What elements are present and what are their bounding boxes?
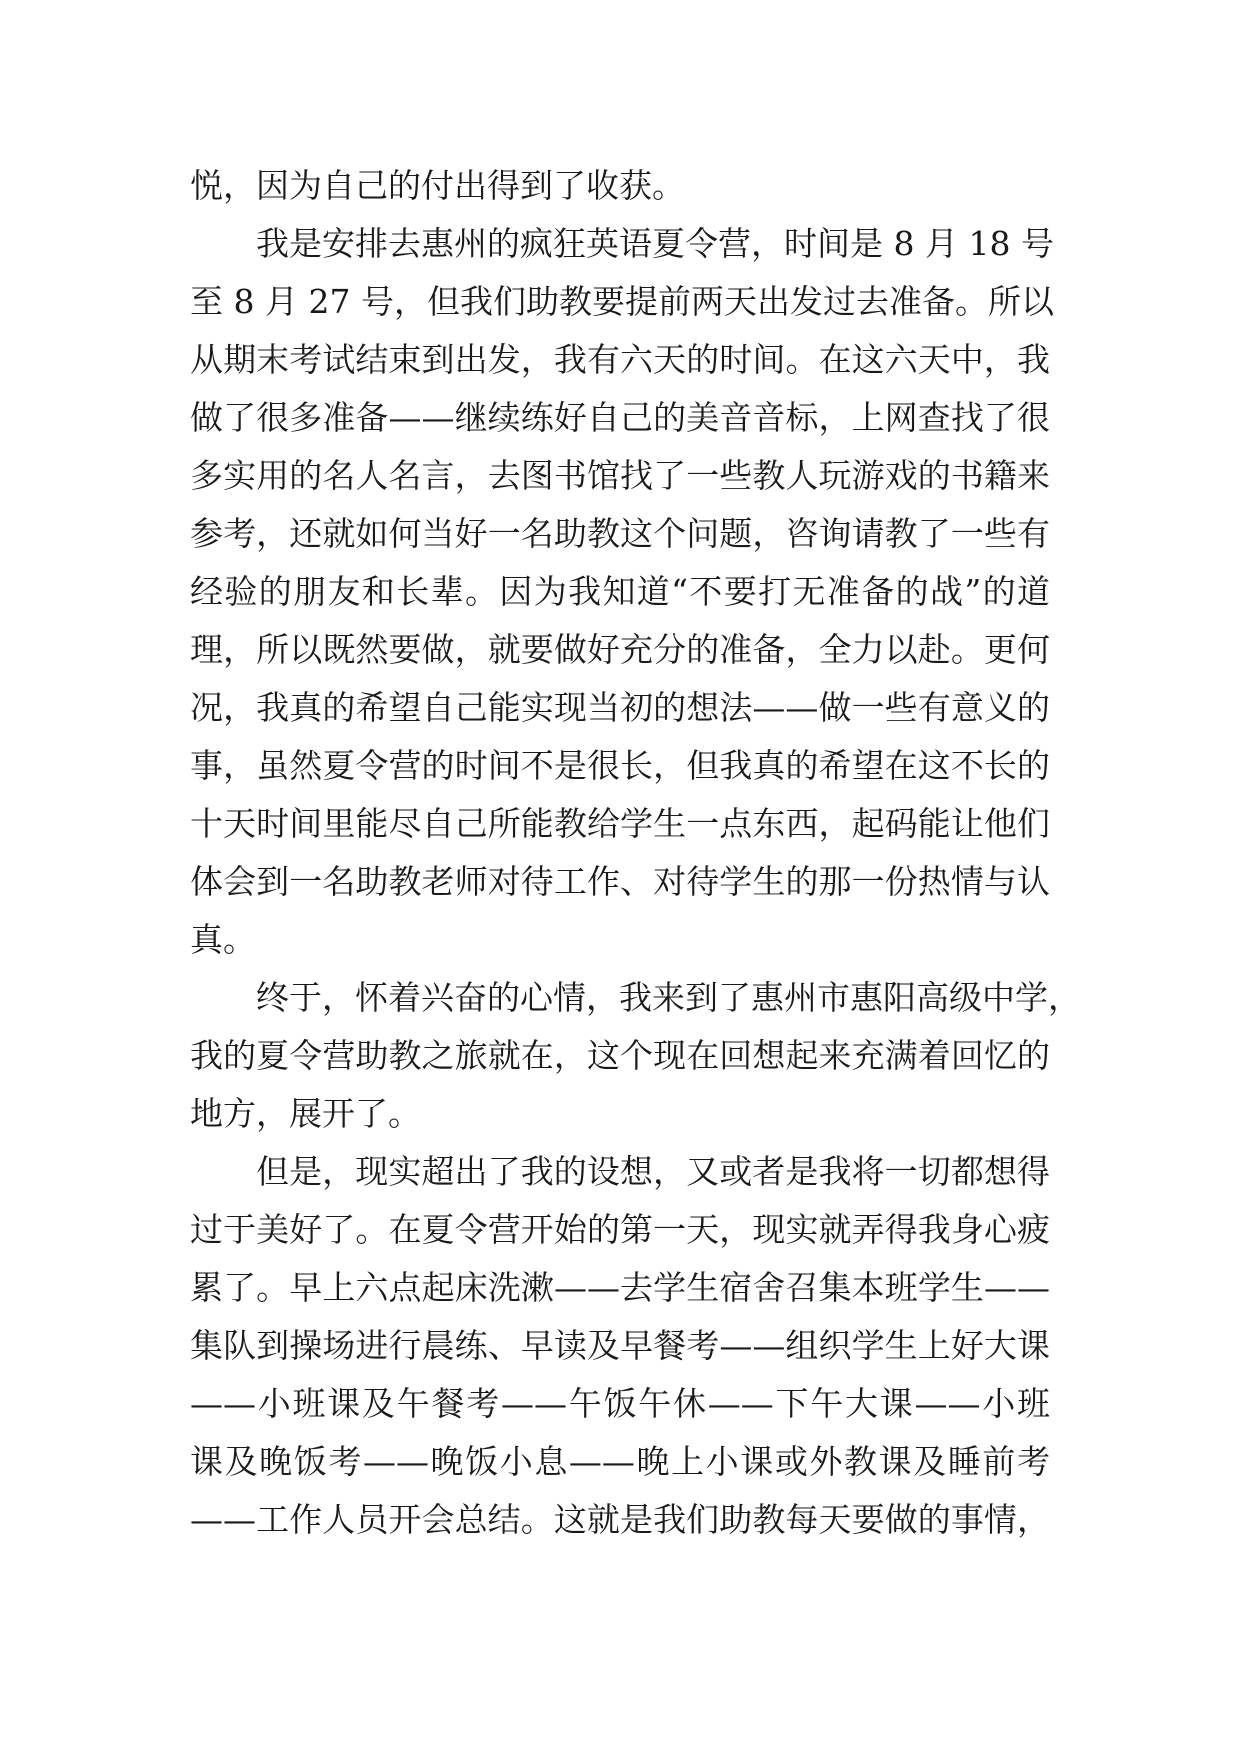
text-line: 经验的朋友和长辈。因为我知道“不要打无准备的战”的道: [190, 572, 1050, 611]
text-line: 但是，现实超出了我的设想，又或者是我将一切都想得: [256, 1152, 1050, 1191]
text-line: 至 8 月 27 号，但我们助教要提前两天出发过去准备。所以: [190, 282, 1054, 321]
text-line: 况，我真的希望自己能实现当初的想法——做一些有意义的: [190, 688, 1050, 727]
text-line: 事，虽然夏令营的时间不是很长，但我真的希望在这不长的: [190, 746, 1050, 785]
text-line: 终于，怀着兴奋的心情，我来到了惠州市惠阳高级中学，: [256, 978, 1081, 1017]
text-line: 体会到一名助教老师对待工作、对待学生的那一份热情与认: [190, 862, 1050, 901]
text-line: 集队到操场进行晨练、早读及早餐考——组织学生上好大课: [190, 1326, 1050, 1365]
text-line: ——工作人员开会总结。这就是我们助教每天要做的事情，: [190, 1500, 1050, 1539]
text-line: 悦，因为自己的付出得到了收获。: [190, 166, 685, 205]
text-line: 课及晚饭考——晚饭小息——晚上小课或外教课及睡前考: [190, 1442, 1050, 1481]
text-line: 真。: [190, 920, 256, 959]
text-line: 过于美好了。在夏令营开始的第一天，现实就弄得我身心疲: [190, 1210, 1050, 1249]
text-line: 从期末考试结束到出发，我有六天的时间。在这六天中，我: [190, 340, 1050, 379]
text-line: 我是安排去惠州的疯狂英语夏令营，时间是 8 月 18 号: [256, 224, 1054, 263]
text-line: 理，所以既然要做，就要做好充分的准备，全力以赴。更何: [190, 630, 1050, 669]
text-line: 参考，还就如何当好一名助教这个问题，咨询请教了一些有: [190, 514, 1050, 553]
text-line: 地方，展开了。: [190, 1094, 421, 1133]
text-line: ——小班课及午餐考——午饭午休——下午大课——小班: [190, 1384, 1050, 1423]
text-line: 累了。早上六点起床洗漱——去学生宿舍召集本班学生——: [190, 1268, 1050, 1307]
document-body: [190, 157, 1081, 1549]
text-line: 多实用的名人名言，去图书馆找了一些教人玩游戏的书籍来: [190, 456, 1050, 495]
text-line: 十天时间里能尽自己所能教给学生一点东西，起码能让他们: [190, 804, 1050, 843]
text-line: 做了很多准备——继续练好自己的美音音标，上网查找了很: [190, 398, 1050, 437]
text-line: 我的夏令营助教之旅就在，这个现在回想起来充满着回忆的: [190, 1036, 1050, 1075]
